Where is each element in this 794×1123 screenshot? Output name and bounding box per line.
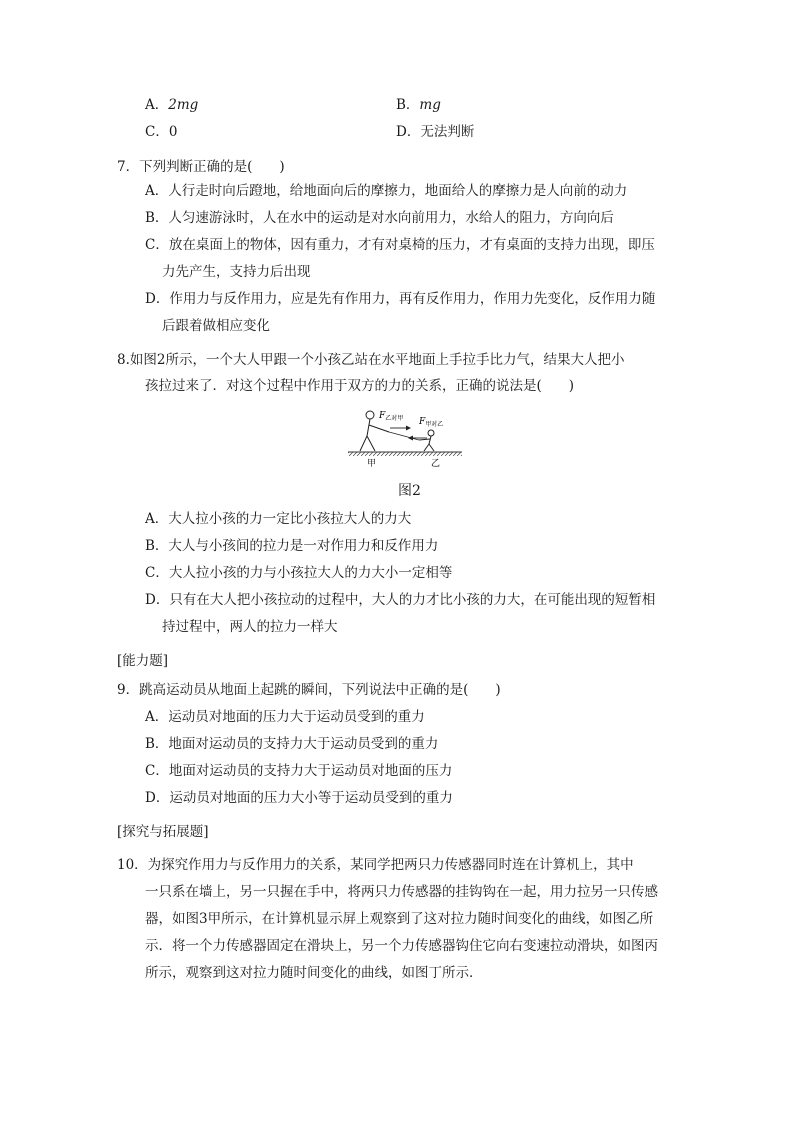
- q8-stem-line1: 8.如图2所示，一个大人甲跟一个小孩乙站在水平地面上手拉手比力气，结果大人把小: [117, 352, 625, 368]
- force-arrow-on-adult: [390, 426, 411, 431]
- q8-option-d-line2: 持过程中，两人的拉力一样大: [162, 619, 338, 635]
- hand-link: [389, 432, 419, 440]
- q7-stem: 7．下列判断正确的是( ): [117, 159, 285, 175]
- q7-option-d-line2: 后跟着做相应变化: [162, 318, 270, 334]
- q10-line2: 一只系在墙上，另一只握在手中，将两只力传感器的挂钩钩在一起，用力拉另一只传感: [145, 884, 658, 900]
- section-ability-heading: [能力题]: [117, 653, 169, 669]
- q7-option-c-line2: 力先产生，支持力后出现: [162, 264, 311, 280]
- q6-option-b: [396, 95, 441, 115]
- section-explore-heading: [探究与拓展题]: [117, 824, 209, 840]
- q8-option-a: A．大人拉小孩的力一定比小孩拉大人的力大: [145, 511, 412, 527]
- q9-option-b: B．地面对运动员的支持力大于运动员受到的重力: [145, 736, 439, 752]
- q9-option-a: A．运动员对地面的压力大于运动员受到的重力: [145, 709, 425, 725]
- q6-option-c: C．0: [145, 124, 178, 140]
- q6-option-a-label: A．: [145, 97, 169, 113]
- q8-stem-line2: 孩拉过来了．对这个过程中作用于双方的力的关系，正确的说法是( ): [145, 378, 575, 394]
- figure-2-diagram: [345, 404, 465, 474]
- q8-option-b: B．大人与小孩间的拉力是一对作用力和反作用力: [145, 538, 439, 554]
- q6-option-b-value: mg: [419, 97, 441, 113]
- q9-option-d: D．运动员对地面的压力大小等于运动员受到的重力: [145, 790, 453, 806]
- q8-option-c: C．大人拉小孩的力与小孩拉大人的力大小一定相等: [145, 565, 453, 581]
- force-label-2: $F_{甲对乙}$: [419, 417, 444, 428]
- q9-option-c: C．地面对运动员的支持力大于运动员对地面的压力: [145, 763, 453, 779]
- q7-option-c-line1: C．放在桌面上的物体，因有重力，才有对桌椅的压力，才有桌面的支持力出现，即压: [145, 237, 655, 253]
- figure-2-caption: 图2: [398, 483, 421, 499]
- q7-option-a: A．人行走时向后蹬地，给地面向后的摩擦力，地面给人的摩擦力是人向前的动力: [145, 183, 628, 199]
- q6-option-a-value: 2mg: [168, 97, 199, 113]
- person-label-jia: 甲: [367, 459, 377, 469]
- q10-line4: 示．将一个力传感器固定在滑块上，另一个力传感器钩住它向右变速拉动滑块，如图丙: [145, 938, 658, 954]
- q10-line5: 所示，观察到这对拉力随时间变化的曲线，如图丁所示．: [145, 965, 483, 981]
- q7-option-b: B．人匀速游泳时，人在水中的运动是对水向前用力，水给人的阻力，方向向后: [145, 210, 614, 226]
- q7-option-d-line1: D．作用力与反作用力，应是先有作用力，再有反作用力，作用力先变化，反作用力随: [145, 291, 656, 307]
- force-label-1: $F_{乙对甲}$: [379, 411, 404, 422]
- ground-hatch: [348, 452, 462, 456]
- q6-option-a: [145, 95, 198, 115]
- q9-stem: 9．跳高运动员从地面上起跳的瞬间，下列说法中正确的是( ): [117, 682, 501, 698]
- q6-option-d: D．无法判断: [396, 124, 475, 140]
- q8-option-d-line1: D．只有在大人把小孩拉动的过程中，大人的力才比小孩的力大，在可能出现的短暂相: [145, 592, 656, 608]
- person-label-yi: 乙: [431, 459, 441, 469]
- q10-line1: 10．为探究作用力与反作用力的关系，某同学把两只力传感器同时连在计算机上，其中: [117, 857, 634, 873]
- q10-line3: 器，如图3甲所示，在计算机显示屏上观察到了这对拉力随时间变化的曲线，如图乙所: [145, 911, 654, 927]
- child-figure: [419, 430, 434, 451]
- q6-option-b-label: B．: [396, 97, 420, 113]
